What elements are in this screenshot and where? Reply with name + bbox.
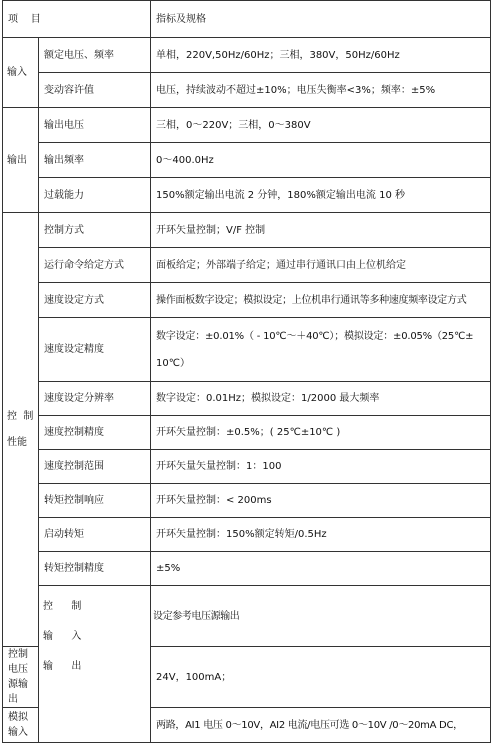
table-row <box>3 213 491 248</box>
row-label: 速度控制范围 <box>39 450 151 484</box>
group-output: 输出 <box>3 108 39 213</box>
row-value: 数字设定：0.01Hz；模拟设定：1/2000 最大频率 <box>151 382 491 416</box>
row-value: 面板给定；外部端子给定；通过串行通讯口由上位机给定 <box>151 248 491 283</box>
group-performance-line-1: 控 制 <box>7 410 34 422</box>
row-value-line-2: 10℃） <box>156 357 190 369</box>
row-label: 运行命令给定方式 <box>39 248 151 283</box>
row-value: 开环矢量控制：±0.5%；( 25℃±10℃ ) <box>151 416 491 450</box>
row-value: 开环矢量矢量控制：1：100 <box>151 450 491 484</box>
row-label: 模拟输入 <box>3 708 39 743</box>
table-row <box>3 586 491 647</box>
table-row <box>3 283 491 318</box>
table-row <box>3 518 491 552</box>
row-value: 24V，100mA； <box>151 647 491 708</box>
table-row <box>3 416 491 450</box>
row-value: 开环矢量控制：< 200ms <box>151 484 491 518</box>
group-input: 输入 <box>3 38 39 108</box>
table-row <box>3 143 491 178</box>
table-row <box>3 318 491 382</box>
row-value: 150%额定输出电流 2 分钟，180%额定输出电流 10 秒 <box>151 178 491 213</box>
group-control-io-line-3: 输 出 <box>43 661 86 672</box>
row-label: 速度设定精度 <box>39 318 151 382</box>
row-label: 速度控制精度 <box>39 416 151 450</box>
row-label: 速度设定方式 <box>39 283 151 318</box>
row-label: 变动容许值 <box>39 73 151 108</box>
group-performance-line-2: 性能 <box>7 436 27 448</box>
row-label: 过载能力 <box>39 178 151 213</box>
row-value: 三相，0～220V；三相，0～380V <box>151 108 491 143</box>
row-value: 0～400.0Hz <box>151 143 491 178</box>
row-value: ±5% <box>151 552 491 586</box>
row-value: 开环矢量控制：150%额定转矩/0.5Hz <box>151 518 491 552</box>
row-label: 启动转矩 <box>39 518 151 552</box>
group-performance <box>3 213 39 647</box>
row-label: 转矩控制精度 <box>39 552 151 586</box>
row-label: 速度设定分辨率 <box>39 382 151 416</box>
row-label: 输出频率 <box>39 143 151 178</box>
row-value-line-1: 数字设定：±0.01%（ - 10℃～＋40℃）；模拟设定：±0.05%（25℃± <box>156 330 474 342</box>
spec-table <box>2 0 491 743</box>
row-label: 转矩控制响应 <box>39 484 151 518</box>
table-row <box>3 552 491 586</box>
table-row <box>3 73 491 108</box>
group-control-io <box>39 586 151 743</box>
header-spec: 指标及规格 <box>151 1 491 38</box>
table-row <box>3 484 491 518</box>
table-row <box>3 450 491 484</box>
row-label: 额定电压、频率 <box>39 38 151 73</box>
row-label: 控制方式 <box>39 213 151 248</box>
row-value <box>151 318 491 382</box>
table-row <box>3 108 491 143</box>
row-value: 两路，AI1 电压 0～10V，AI2 电流/电压可选 0～10V /0～20mA DC， <box>151 708 491 743</box>
group-control-io-line-2: 输 入 <box>43 631 86 642</box>
header-item: 项 目 <box>3 1 151 38</box>
table-row <box>3 248 491 283</box>
table-row <box>3 178 491 213</box>
row-label: 设定参考电压源输出 <box>151 586 491 647</box>
table-row <box>3 38 491 73</box>
row-value: 操作面板数字设定；模拟设定；上位机串行通讯等多种速度频率设定方式 <box>151 283 491 318</box>
row-value: 单相，220V,50Hz/60Hz；三相，380V，50Hz/60Hz <box>151 38 491 73</box>
table-header-row <box>3 1 491 38</box>
table-row <box>3 382 491 416</box>
row-label: 输出电压 <box>39 108 151 143</box>
row-label: 控制电压源输出 <box>3 647 39 708</box>
group-control-io-line-1: 控 制 <box>43 601 86 612</box>
row-value: 开环矢量控制；V/F 控制 <box>151 213 491 248</box>
row-value: 电压，持续波动不超过±10%；电压失衡率<3%；频率：±5% <box>151 73 491 108</box>
